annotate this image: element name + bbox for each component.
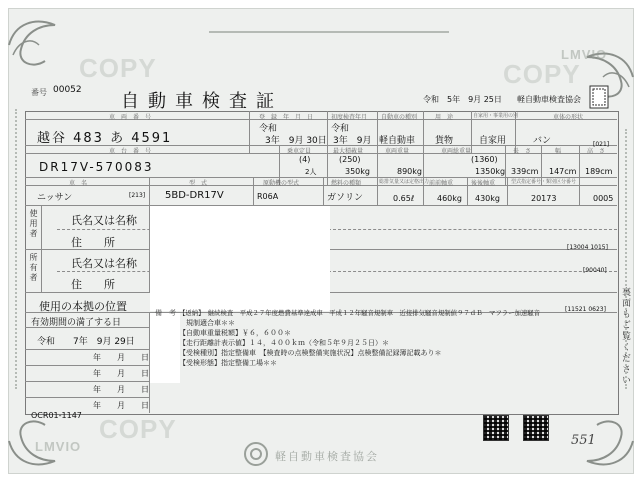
width-label: 幅 <box>555 148 562 155</box>
col-line <box>41 205 42 292</box>
engine-label: 原動機の型式 <box>263 180 300 187</box>
plate-number: 越谷 483 あ 4591 <box>37 131 173 146</box>
row-line <box>25 365 149 366</box>
copy-watermark: COPY <box>99 414 177 444</box>
height-value: 189cm <box>585 167 613 176</box>
maker-value: ニッサン <box>37 193 73 203</box>
reg-era: 令和 <box>259 124 278 134</box>
qr-code-icon <box>523 415 549 441</box>
col-line <box>507 177 508 205</box>
body-label: 車体の形状 <box>553 114 584 121</box>
owner-code: [90040] <box>583 267 607 274</box>
vin-label: 車 台 番 号 <box>109 148 152 155</box>
row-line <box>57 271 617 272</box>
col-line <box>253 177 254 205</box>
expiry-date: 7年 9月 29日 <box>73 337 135 347</box>
weight-value: 890kg <box>397 167 422 176</box>
displacement-label: 総排気量又は定格出力 <box>379 179 430 185</box>
right-border-decor <box>625 129 627 389</box>
reverse-side-note: 裏面もご覧ください <box>620 287 630 386</box>
max-load-2: 350kg <box>345 167 370 176</box>
expiry-blank-row: 年 月 日 <box>93 369 149 378</box>
remarks-line: 【走行距離計表示値】１４，４００ｋｍ（令和５年９月２５日）＊ <box>179 339 389 347</box>
rear-axle-label: 後後軸重 <box>471 180 496 187</box>
gross-label: 車両総重量 <box>441 148 472 155</box>
maker-code: [213] <box>129 192 146 199</box>
first-date: 3年 9月 <box>333 136 372 146</box>
org-emblem-icon <box>243 441 269 467</box>
row-line <box>57 229 617 230</box>
first-era: 令和 <box>331 124 350 134</box>
owner-label: 所有者 <box>29 253 38 283</box>
col-line <box>327 145 328 185</box>
handwritten-number: 551 <box>571 433 596 448</box>
expiry-label: 有効期間の満了する日 <box>31 318 122 328</box>
base-code: [11521 0623] <box>565 306 606 313</box>
remarks-line: 【受検形態】指定整備工場＊＊ <box>179 359 277 367</box>
row-line <box>25 185 617 186</box>
height-label: 高 さ <box>587 148 606 155</box>
capacity-2: 2人 <box>305 168 317 176</box>
expiry-blank-row: 年 月 日 <box>93 385 149 394</box>
expiry-blank-row: 年 月 日 <box>93 353 149 362</box>
redaction-block <box>150 206 330 311</box>
rear-axle-value: 430kg <box>475 194 500 203</box>
vehicle-use: 貨物 <box>435 136 454 146</box>
front-axle-value: 460kg <box>437 194 462 203</box>
certificate-sheet <box>8 8 634 474</box>
copy-watermark: COPY <box>79 53 157 83</box>
top-decor-line <box>209 31 449 33</box>
user-address-label: 住 所 <box>71 236 115 249</box>
col-line <box>505 145 506 185</box>
vehicle-private: 自家用 <box>479 136 507 146</box>
document-title: 自動車検査証 <box>121 91 283 112</box>
use-label: 用 途 <box>435 114 454 121</box>
user-label: 使用者 <box>29 209 38 239</box>
remarks-line: 規制適合車＊＊ <box>179 319 235 327</box>
max-load-label: 最大積載量 <box>333 148 364 155</box>
lmvio-watermark: LMVIO <box>35 439 82 454</box>
vehicle-body: バン <box>533 136 552 146</box>
fuel-value: ガソリン <box>327 193 364 203</box>
model-label: 型 式 <box>189 180 208 187</box>
vin-value: DR17V-570083 <box>39 160 154 174</box>
expiry-blank-row: 年 月 日 <box>93 401 149 410</box>
private-label: 自家用・事業用の別 <box>473 113 519 119</box>
vehicle-kind: 軽自動車 <box>379 136 416 146</box>
remarks-line: 【自動車重量税額】￥６，６００＊ <box>179 329 291 337</box>
owner-name-label: 氏名又は名称 <box>71 257 137 270</box>
front-axle-label: 前前軸重 <box>429 180 454 187</box>
row-line <box>25 381 149 382</box>
remarks-line: 【受検種別】指定整備車 【検査時の点検整備実施状況】点検整備記録簿記載あり＊ <box>179 349 442 357</box>
base-location-label: 使用の本拠の位置 <box>39 300 127 313</box>
remarks-label: 備 考 <box>155 309 176 317</box>
qr-code-icon <box>483 415 509 441</box>
col-line <box>323 177 324 205</box>
row-line <box>25 349 149 350</box>
length-value: 339cm <box>511 167 539 176</box>
maker-label: 車 名 <box>69 180 88 187</box>
type-approval-label: 型式指定番号・類別区分番号 <box>511 179 577 185</box>
org-name: 軽自動車検査協会 <box>275 450 379 463</box>
col-line <box>149 177 150 205</box>
first-reg-label: 初度検査年月 <box>331 114 368 121</box>
serial-number: 00052 <box>53 85 82 95</box>
weight-label: 車両重量 <box>385 148 410 155</box>
issue-date-label: 登 録 年 月 日 <box>259 114 314 121</box>
col-line <box>249 111 250 153</box>
class-no-value: 0005 <box>593 194 614 203</box>
kind-label: 自動車の種別 <box>381 114 418 121</box>
col-line <box>471 111 472 153</box>
expiry-era: 令和 <box>37 337 56 347</box>
owner-address-label: 住 所 <box>71 278 115 291</box>
col-line <box>377 177 378 205</box>
issue-date: 令和 5年 9月 25日 <box>423 95 502 104</box>
row-line <box>25 397 149 398</box>
engine-value: R06A <box>257 192 279 201</box>
gross-1: (1360) <box>471 155 498 164</box>
remarks-line: 【返納】 継続検査 平成２７年度燃費基準達成車 平成１２年騒音規制車 近接排気騒音規制値９７ｄＢ マフラー加速騒音 <box>179 309 541 317</box>
brand-logo-text: 軽自動車検査協会 <box>517 95 581 104</box>
registration-stamp-icon <box>589 85 609 109</box>
model-value: 5BD-DR17V <box>165 190 224 201</box>
ocr-code: OCR01-1147 <box>31 411 82 420</box>
left-border-decor <box>15 109 17 389</box>
col-line <box>579 177 580 205</box>
capacity-1: (4) <box>299 155 311 164</box>
reg-date: 3年 9月 30日 <box>265 136 327 146</box>
copy-watermark: COPY <box>503 59 581 89</box>
fuel-label: 燃料の種類 <box>331 180 362 187</box>
user-code: [13004 1015] <box>567 244 608 251</box>
corner-ornament-top-left <box>5 15 75 75</box>
type-no-value: 20173 <box>531 194 557 203</box>
capacity-label: 乗車定員 <box>287 148 312 155</box>
plate-label: 車 両 番 号 <box>109 114 152 121</box>
max-load-1: (250) <box>339 155 361 164</box>
length-label: 長 さ <box>513 148 532 155</box>
gross-2: 1350kg <box>475 167 506 176</box>
displacement-value: 0.65ℓ <box>393 194 415 203</box>
serial-label: 番号 <box>31 88 47 97</box>
body-code: [021] <box>593 141 610 148</box>
user-name-label: 氏名又は名称 <box>71 214 137 227</box>
width-value: 147cm <box>549 167 577 176</box>
redaction-block <box>150 313 180 383</box>
col-line <box>467 177 468 205</box>
lmvio-watermark: LMVIO <box>561 47 608 62</box>
